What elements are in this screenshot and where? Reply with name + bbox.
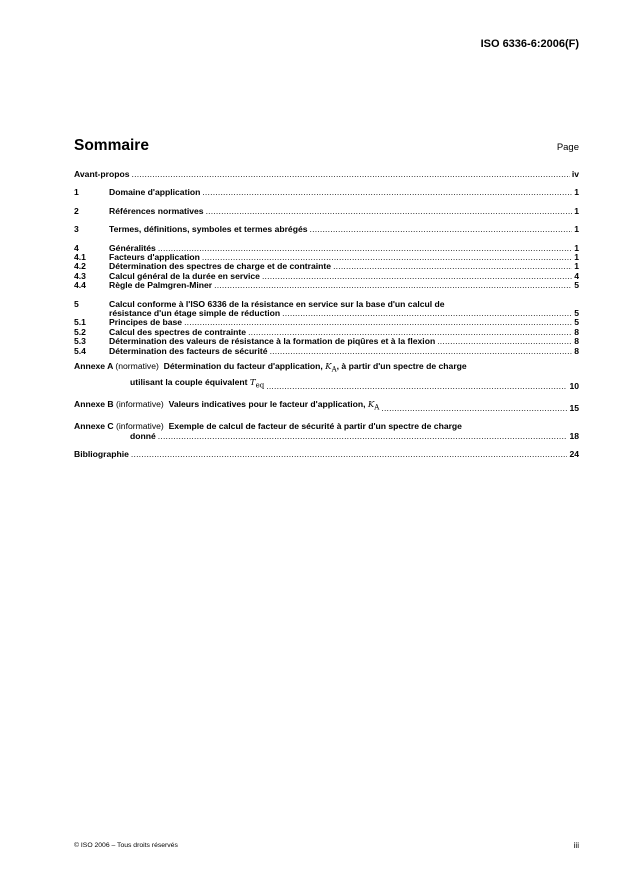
dot-leader xyxy=(206,207,573,216)
toc-entry-page: 8 xyxy=(574,326,579,337)
toc-entry-title-line1: Détermination du facteur d'application, xyxy=(163,361,323,372)
toc-entry-title: Principes de base xyxy=(109,317,183,328)
toc-entry-number: 4.4 xyxy=(74,280,86,291)
toc-entry-title-line1: Exemple de calcul de facteur de sécurité à partir d'un spectre de charge xyxy=(168,421,462,432)
annex-label: Annexe A xyxy=(74,361,113,372)
dot-leader xyxy=(158,244,572,253)
dot-leader xyxy=(131,450,568,459)
toc-entry-page: 1 xyxy=(574,252,579,263)
toc-entry-title: Références normatives xyxy=(109,205,204,216)
toc-entry-page: 5 xyxy=(574,280,579,291)
toc-entry-number: 1 xyxy=(74,187,79,198)
symbol-t-eq: $T_{eq}$ xyxy=(249,378,265,390)
toc-entry-3[interactable] xyxy=(74,225,579,234)
toc-entry-number: 3 xyxy=(74,224,79,235)
toc-entry-page: 8 xyxy=(574,336,579,347)
toc-entry-title: Détermination des facteurs de sécurité xyxy=(109,345,268,356)
dot-leader xyxy=(202,188,572,197)
dot-leader xyxy=(158,432,568,441)
toc-entry-number: 4 xyxy=(74,242,79,253)
toc-entry-number: 5.3 xyxy=(74,336,86,347)
table-of-contents xyxy=(74,170,579,460)
toc-entry-number: 5.2 xyxy=(74,326,86,337)
toc-entry-2[interactable] xyxy=(74,207,579,216)
toc-entry-title: Avant-propos xyxy=(74,169,130,179)
dot-leader xyxy=(310,225,573,234)
toc-entry-page: 4 xyxy=(574,270,579,281)
toc-entry-page: 10 xyxy=(569,380,579,391)
toc-entry-number: 4.3 xyxy=(74,270,86,281)
dot-leader xyxy=(266,382,567,391)
toc-entry-number: 5 xyxy=(74,298,79,309)
page-title: Sommaire xyxy=(74,137,149,154)
toc-entry-title-line1-end: , à partir d'un spectre de charge xyxy=(336,361,467,372)
toc-entry-title: Termes, définitions, symboles et termes abrégés xyxy=(109,224,308,235)
document-reference: ISO 6336-6:2006(F) xyxy=(480,38,579,50)
annex-type: (informative) xyxy=(116,421,164,432)
toc-entry-number: 4.1 xyxy=(74,252,86,263)
toc-entry-5[interactable] xyxy=(74,300,579,319)
toc-entry-title: Détermination des spectres de charge et de contrainte xyxy=(109,261,332,272)
toc-entry-page: 15 xyxy=(569,403,579,414)
dot-leader xyxy=(437,337,572,346)
annex-type: (informative) xyxy=(116,399,164,410)
page-number: iii xyxy=(573,841,579,850)
toc-entry-title: Facteurs d'application xyxy=(109,252,200,263)
toc-entry-page: 8 xyxy=(574,345,579,356)
toc-entry-number: 4.2 xyxy=(74,261,86,272)
toc-entry-bibliographie[interactable] xyxy=(74,450,579,459)
toc-entry-number: 5.4 xyxy=(74,345,86,356)
dot-leader xyxy=(381,404,567,413)
toc-entry-number: 2 xyxy=(74,205,79,216)
toc-entry-title: Généralités xyxy=(109,242,156,253)
toc-entry-title: Domaine d'application xyxy=(109,187,201,198)
toc-entry-5-4[interactable] xyxy=(74,347,579,356)
toc-entry-title: Valeurs indicatives pour le facteur d'application, xyxy=(168,399,366,410)
dot-leader xyxy=(270,347,573,356)
toc-entry-avant-propos[interactable] xyxy=(74,170,579,179)
copyright-notice: © ISO 2006 – Tous droits réservés xyxy=(74,842,178,849)
dot-leader xyxy=(333,262,572,271)
toc-entry-annex-a[interactable] xyxy=(74,362,579,391)
toc-entry-page: 1 xyxy=(574,205,579,216)
toc-entry-title: Détermination des valeurs de résistance à la formation de piqûres et à la flexion xyxy=(109,336,436,347)
toc-entry-title: Calcul général de la durée en service xyxy=(109,270,260,281)
toc-entry-title-line2: utilisant la couple équivalent xyxy=(130,377,248,388)
toc-entry-title-line1: Calcul conforme à l'ISO 6336 de la résistance en service sur la base d'un calcul de xyxy=(109,298,445,309)
toc-entry-annex-b[interactable] xyxy=(74,400,579,413)
annex-label: Annexe B xyxy=(74,399,114,410)
toc-entry-page: 5 xyxy=(574,308,579,319)
dot-leader xyxy=(214,281,572,290)
symbol-k-a: $K_A$ xyxy=(325,362,337,374)
toc-entry-page: 1 xyxy=(574,187,579,198)
dot-leader xyxy=(282,309,572,318)
toc-entry-title: Règle de Palmgren-Miner xyxy=(109,280,213,291)
toc-entry-page: 1 xyxy=(574,261,579,272)
symbol-k-a: $K_A$ xyxy=(367,400,380,413)
toc-entry-title-line2: donné xyxy=(130,430,156,441)
dot-leader xyxy=(132,170,570,179)
dot-leader xyxy=(262,272,572,281)
toc-entry-page: 1 xyxy=(574,224,579,235)
toc-entry-4-4[interactable] xyxy=(74,281,579,290)
toc-entry-title-line2: résistance d'un étage simple de réduction xyxy=(109,308,281,319)
annex-type: (normative) xyxy=(115,361,159,372)
toc-entry-annex-c[interactable] xyxy=(74,422,579,441)
toc-entry-title: Calcul des spectres de contrainte xyxy=(109,326,247,337)
toc-entry-title: Bibliographie xyxy=(74,449,129,460)
toc-entry-1[interactable] xyxy=(74,188,579,197)
toc-entry-number: 5.1 xyxy=(74,317,86,328)
toc-entry-page: 5 xyxy=(574,317,579,328)
annex-label: Annexe C xyxy=(74,421,114,432)
toc-entry-page: 18 xyxy=(569,430,579,441)
toc-entry-page: iv xyxy=(571,169,579,179)
toc-entry-page: 1 xyxy=(574,242,579,253)
page-column-label: Page xyxy=(556,142,579,153)
toc-entry-page: 24 xyxy=(569,449,579,460)
